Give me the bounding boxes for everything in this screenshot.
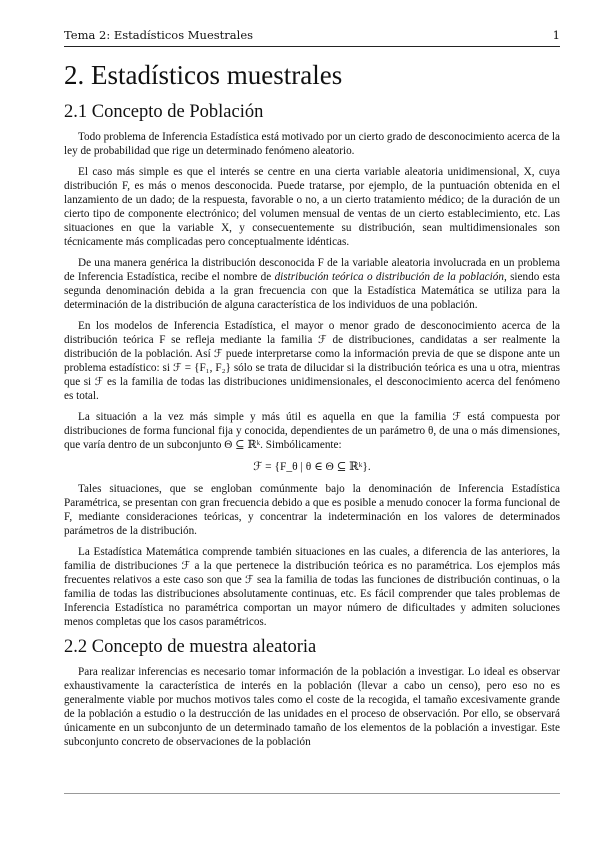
running-title: Tema 2: Estadísticos Muestrales [64, 28, 254, 42]
section-title-muestra: 2.2 Concepto de muestra aleatoria [64, 637, 317, 658]
paragraph [64, 256, 560, 312]
text-run: , siendo esta segunda denominación debida a la gran frecuencia con que la Estadística Matemática se utiliza para la determinación de la distribución de alguna característica de los individuos de una población. [64, 271, 560, 312]
paragraph: Tales situaciones, que se engloban comúnmente bajo la denominación de Inferencia Estadística Paramétrica, se presentan con gran frecuencia debido a que es posible a menudo conocer la forma funcional de F, mediante consideraciones teóricas, y concentrar la indeterminación en los valores de determinados parámetros de la distribución. [64, 483, 560, 538]
footer-rule [64, 793, 560, 794]
page-body [64, 60, 560, 756]
emphasis-text: distribución teórica o distribución de la población [274, 271, 504, 284]
paragraph: Todo problema de Inferencia Estadística está motivado por un cierto grado de desconocimiento acerca de la ley de probabilidad que rige un determinado fenómeno aleatorio. [64, 131, 560, 158]
paragraph: En los modelos de Inferencia Estadística, el mayor o menor grado de desconocimiento acerca de la distribución teórica F se refleja mediante la familia ℱ de distribuciones, candidatas a ser realmente la distribución de la población. Así ℱ puede interpretarse como la información previa de que se dispone ante un problema estadístico: si ℱ = {F₁, F₂} sólo se trata de dilucidar si la distribución teórica es una u otra, mientras que si ℱ es la familia de todas las distribuciones unidimensionales, el desconocimiento acerca del fenómeno es total. [64, 320, 560, 403]
paragraph: El caso más simple es que el interés se centre en una cierta variable aleatoria unidimensional, X, cuya distribución F, es más o menos desconocida. Puede tratarse, por ejemplo, de la puntuación obtenida en el lanzamiento de un dado; de la respuesta, favorable o no, a un cierto tratamiento médico; de la duración de un cierto tipo de componente electrónico; del volumen mensual de ventas de un cierto establecimiento, etc. Las situaciones en que la variable X, y consecuentemente su distribución, sean multidimensionales son técnicamente más complicadas pero conceptualmente idénticas. [64, 166, 560, 249]
running-header [64, 28, 560, 42]
display-formula: ℱ = {F_θ | θ ∈ Θ ⊆ ℝᵏ}. [253, 461, 371, 474]
chapter-title: 2. Estadísticos muestrales [64, 60, 343, 90]
paragraph: La situación a la vez más simple y más útil es aquella en que la familia ℱ está compuesta por distribuciones de forma funcional fija y conocida, dependientes de un parámetro θ, de una o más dimensiones, que varía dentro de un subconjunto Θ ⊆ ℝᵏ. Simbólicamente: [64, 411, 560, 452]
page-number: 1 [552, 28, 560, 42]
section-title-poblacion: 2.1 Concepto de Población [64, 102, 264, 123]
paragraph: Para realizar inferencias es necesario tomar información de la población a investigar. Lo ideal es observar exhaustivamente la característica de interés en la población (llevar a cabo un censo), pero eso no es generalmente viable por muchos motivos tales como el coste de la recogida, el tamaño excesivamente grande de la población a estudio o la destrucción de las unidades en el proceso de observación. Por ello, se observará únicamente en un subconjunto de un determinado tamaño de los elementos de la población a investigar. Este subconjunto concreto de observaciones de la población [64, 666, 560, 749]
header-rule [64, 46, 560, 47]
text-run: De una manera genérica la distribución desconocida F de la variable aleatoria involucrada en un problema de Inferencia Estadística, recibe el nombre de [64, 257, 560, 284]
paragraph: La Estadística Matemática comprende también situaciones en las cuales, a diferencia de las anteriores, la familia de distribuciones ℱ a la que pertenece la distribución teórica es no paramétrica. Los ejemplos más frecuentes relativos a este caso son que ℱ sea la familia de todas las funciones de distribución continuas, o la familia de todas las distribuciones absolutamente continuas, etc. Es fácil comprender que tales problemas de Inferencia Estadística no paramétrica comportan un mayor número de dificultades y admiten soluciones menos completas que los casos paramétricos. [64, 546, 560, 629]
